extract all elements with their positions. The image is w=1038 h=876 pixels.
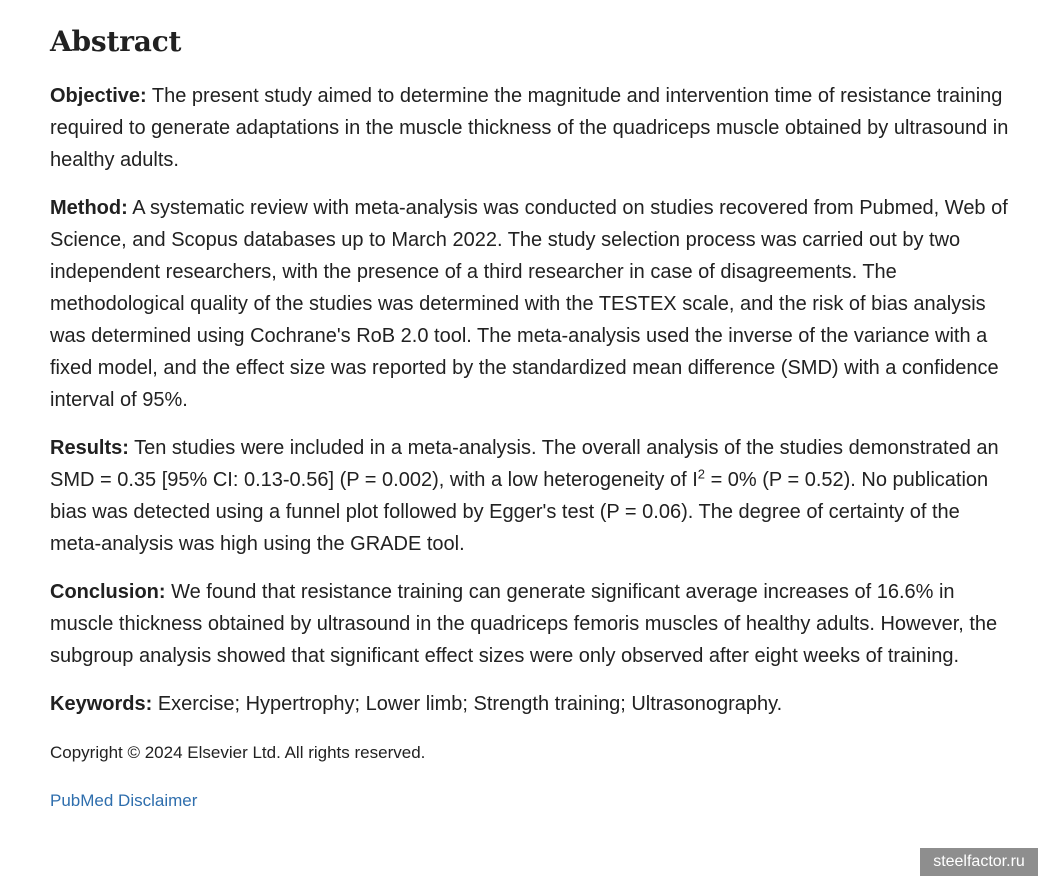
method-paragraph bbox=[50, 192, 1012, 416]
results-text-part2: = 0% (P = 0.52). No publication bias was detected using a funnel plot followed by Egger's test (P = 0.06). The degree of certainty of the meta-analysis was high using the GRADE tool. bbox=[50, 469, 989, 555]
watermark-badge: steelfactor.ru bbox=[920, 848, 1038, 876]
method-text: A systematic review with meta-analysis was conducted on studies recovered from Pubmed, Web of Science, and Scopus databases up to March 2022. The study selection process was carried out by two independent researchers, with the presence of a third researcher in case of disagreements. The methodological quality of the studies was determined with the TESTEX scale, and the risk of bias analysis was determined using Cochrane's RoB 2.0 tool. The meta-analysis used the inverse of the variance with a fixed model, and the effect size was reported by the standardized mean difference (SMD) with a confidence interval of 95%. bbox=[50, 197, 1008, 411]
pubmed-disclaimer-link[interactable]: PubMed Disclaimer bbox=[50, 791, 198, 810]
keywords-text: Exercise; Hypertrophy; Lower limb; Strength training; Ultrasonography. bbox=[157, 693, 783, 715]
results-label: Results: bbox=[50, 437, 129, 459]
results-text-part1: Ten studies were included in a meta-analysis. The overall analysis of the studies demonstrated an SMD = 0.35 [95% CI: 0.13-0.56] (P = 0.002), with a low heterogeneity of I bbox=[50, 437, 999, 491]
keywords-label: Keywords: bbox=[50, 693, 153, 715]
objective-text: The present study aimed to determine the magnitude and intervention time of resistance training required to generate adaptations in the muscle thickness of the quadriceps muscle obtained by ultrasound in healthy adults. bbox=[50, 85, 1009, 171]
objective-label: Objective: bbox=[50, 85, 147, 107]
conclusion-text: We found that resistance training can generate significant average increases of 16.6% in muscle thickness obtained by ultrasound in the quadriceps femoris muscles of healthy adults. However, the subgroup analysis showed that significant effect sizes were only observed after eight weeks of training. bbox=[50, 581, 998, 667]
keywords-paragraph bbox=[50, 688, 1012, 720]
conclusion-paragraph bbox=[50, 576, 1012, 672]
results-paragraph bbox=[50, 432, 1012, 560]
abstract-heading: Abstract bbox=[50, 25, 182, 58]
objective-paragraph bbox=[50, 80, 1012, 176]
results-superscript: 2 bbox=[697, 466, 706, 482]
abstract-section bbox=[50, 22, 1012, 814]
conclusion-label: Conclusion: bbox=[50, 581, 166, 603]
method-label: Method: bbox=[50, 197, 128, 219]
copyright-notice: Copyright © 2024 Elsevier Ltd. All rights reserved. bbox=[50, 743, 426, 762]
